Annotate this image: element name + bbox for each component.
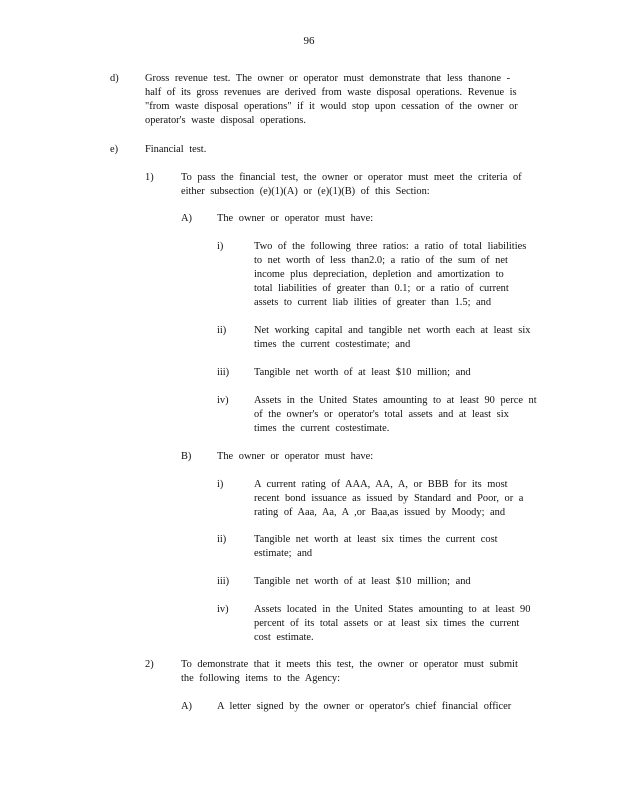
item-e1Aii-line: Net working capital and tangible net worth each at least six (254, 325, 531, 336)
item-d-line: Gross revenue test. The owner or operator must demonstrate that less thanone - (145, 73, 511, 84)
item-e1Bi-line: rating of Aaa, Aa, A ,or Baa,as issued by Moody; and (254, 507, 506, 518)
item-e1Aiii-marker: iii) (217, 367, 230, 378)
item-e1-line: either subsection (e)(1)(A) or (e)(1)(B) of this Section: (181, 186, 430, 197)
item-e1Bii-marker: ii) (217, 534, 227, 545)
item-e-title: Financial test. (145, 144, 207, 155)
item-e2A-text: A letter signed by the owner or operator's chief financial officer (217, 701, 512, 712)
item-d-line: operator's waste disposal operations. (145, 115, 306, 126)
item-e1Biv-line: cost estimate. (254, 632, 314, 643)
item-e1A-text: The owner or operator must have: (217, 213, 374, 224)
item-e1Bi-line: recent bond issuance as issued by Standard and Poor, or a (254, 493, 524, 504)
item-e1Bi-marker: i) (217, 479, 224, 490)
item-e1B-marker: B) (181, 451, 192, 462)
item-e1Aiv-line: Assets in the United States amounting to at least 90 perce nt (254, 395, 537, 406)
item-e2A-marker: A) (181, 701, 192, 712)
item-e1Biv-marker: iv) (217, 604, 229, 615)
item-d-line: half of its gross revenues are derived from waste disposal operations. Revenue is (145, 87, 517, 98)
item-e2-line: To demonstrate that it meets this test, the owner or operator must submit (181, 659, 518, 670)
item-e1Aiv-line: of the owner's or operator's total assets and at least six (254, 409, 509, 420)
item-e1Biv-line: percent of its total assets or at least six times the current (254, 618, 520, 629)
item-e1Aiii-line: Tangible net worth of at least $10 million; and (254, 367, 471, 378)
item-e1Aii-line: times the current costestimate; and (254, 339, 411, 350)
item-e1Ai-line: assets to current liab ilities of greater than 1.5; and (254, 297, 492, 308)
item-d-marker: d) (110, 73, 119, 84)
item-e1Ai-line: Two of the following three ratios: a ratio of total liabilities (254, 241, 527, 252)
item-e2-marker: 2) (145, 659, 154, 670)
item-e1Ai-marker: i) (217, 241, 224, 252)
item-e1B-text: The owner or operator must have: (217, 451, 374, 462)
item-e1Bii-line: estimate; and (254, 548, 313, 559)
item-e1Aiv-line: times the current costestimate. (254, 423, 390, 434)
item-e1Bii-line: Tangible net worth at least six times the current cost (254, 534, 498, 545)
item-e1Ai-line: to net worth of less than2.0; a ratio of the sum of net (254, 255, 508, 266)
item-e1Biv-line: Assets located in the United States amounting to at least 90 (254, 604, 531, 615)
item-e1Ai-line: income plus depreciation, depletion and amortization to (254, 269, 504, 280)
page-number: 96 (303, 35, 315, 47)
item-e1-marker: 1) (145, 172, 154, 183)
item-e1-line: To pass the financial test, the owner or operator must meet the criteria of (181, 172, 522, 183)
item-e-marker: e) (110, 144, 119, 155)
item-e1Ai-line: total liabilities of greater than 0.1; or a ratio of current (254, 283, 509, 294)
item-e2-line: the following items to the Agency: (181, 673, 341, 684)
item-e1A-marker: A) (181, 213, 192, 224)
item-e1Aii-marker: ii) (217, 325, 227, 336)
item-d-line: "from waste disposal operations" if it would stop upon cessation of the owner or (145, 101, 518, 112)
item-e1Biii-line: Tangible net worth of at least $10 million; and (254, 576, 471, 587)
item-e1Bi-line: A current rating of AAA, AA, A, or BBB for its most (254, 479, 508, 490)
item-e1Biii-marker: iii) (217, 576, 230, 587)
item-e1Aiv-marker: iv) (217, 395, 229, 406)
